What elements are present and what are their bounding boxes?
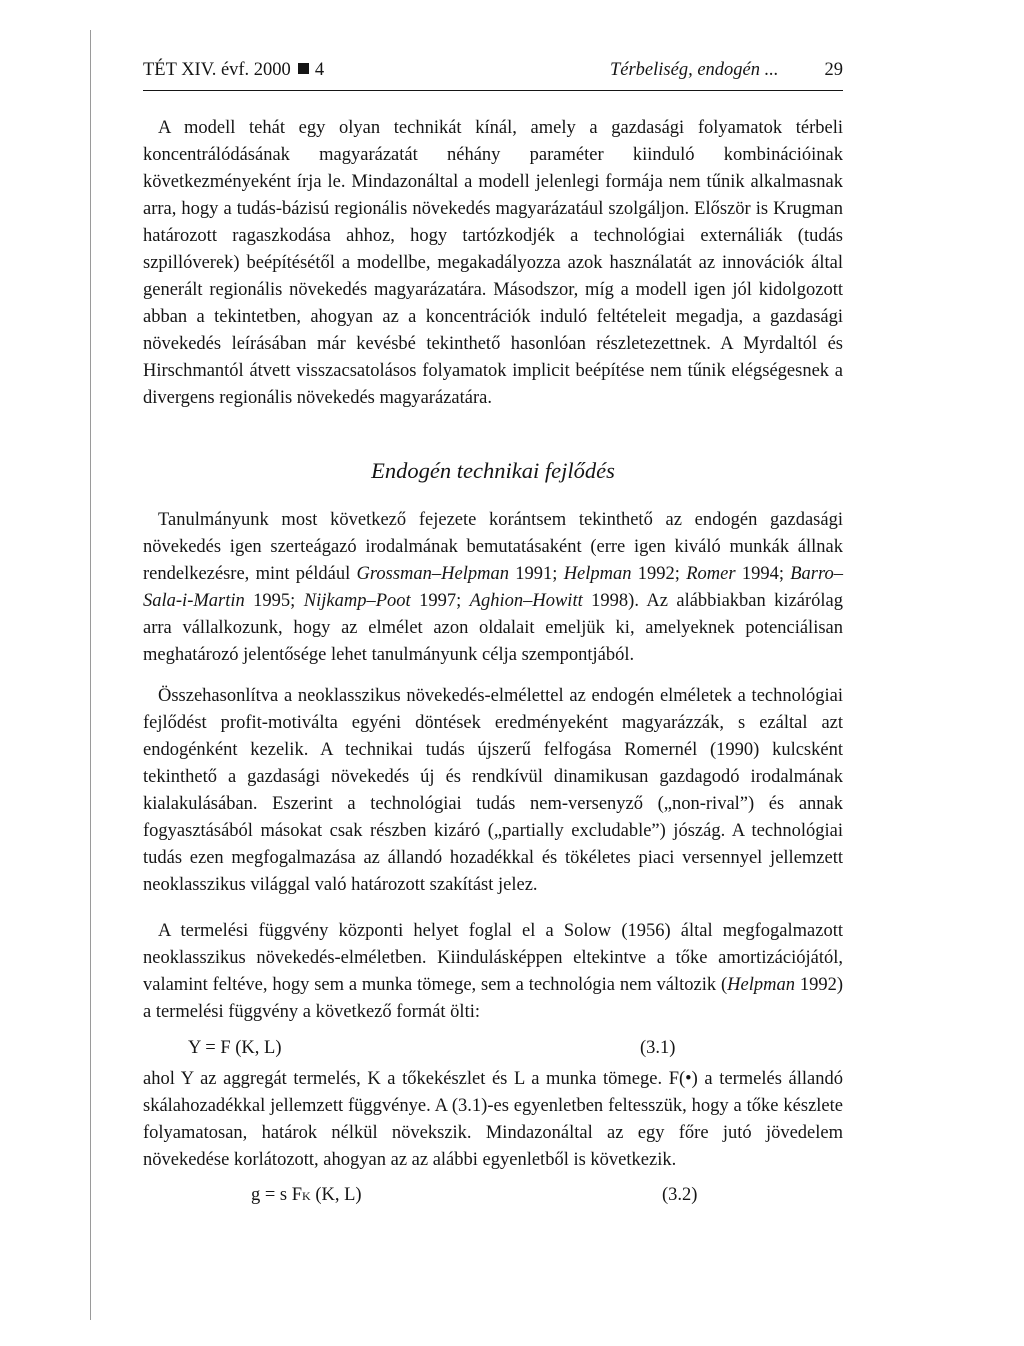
- equation-subscript: K: [302, 1189, 311, 1203]
- equation: [143, 1038, 843, 1066]
- citation-author: Helpman: [563, 564, 632, 584]
- square-bullet-icon: [298, 63, 309, 74]
- equation: [143, 1185, 843, 1213]
- text-run: Összehasonlítva a neoklasszikus növekedés-elmélettel az endogén elméletek a technológiai fejlődést profit-motiválta egyéni döntések eredményeként magyarázzák, s ezáltal azt endogénként kezelik. A technikai tudás újszerű felfogása Romernél (1990) kulcsként tekinthető a gazdasági növekedés új és rendkívül dinamikusan gazdagodó irodalmának kialakulásában. Eszerint a technológiai tudás nem-versenyző („non-rival”) és annak fogyasztásából másokat csak részben kizáró („partially excludable”) jószág. A technológiai tudás ezen megfogalmazása az állandó hozadékkal és tökéletes piaci versennyel jellemzett neoklasszikus világgal való határozott szakítást jelez.: [143, 686, 843, 895]
- paragraph: [143, 683, 843, 899]
- page-number: 29: [824, 60, 843, 80]
- text-run: A termelési függvény központi helyet foglal el a Solow (1956) által megfogalmazott neoklasszikus növekedés-elméletben. Kiindulásképpen eltekintve a tőke amortizációjától, valamint feltéve, hogy sem a munka tömege, sem a technológia nem változik (: [143, 921, 843, 995]
- paragraph: [143, 918, 843, 1026]
- header-right: [610, 60, 843, 81]
- equation-number: (3.2): [662, 1185, 698, 1205]
- text-run: ahol Y az aggregát termelés, K a tőkekészlet és L a munka tömege. F(•) a termelés állandó skálahozadékkal jellemzett függvénye. A (3.1)-es egyenletben feltesszük, hogy a tőke készlete folyamatosan, határok nélkül növekszik. Mindazonáltal az egy főre jutó jövedelem növekedése korlátozott, ahogyan az az alábbi egyenletből is következik.: [143, 1069, 843, 1170]
- section-heading: Endogén technikai fejlődés: [371, 458, 615, 483]
- paragraph: [143, 507, 843, 669]
- running-title: Térbeliség, endogén ...: [609, 60, 779, 80]
- citation-author: Helpman: [727, 975, 795, 995]
- paragraph: [143, 115, 843, 412]
- text-run: Tanulmányunk most következő fejezete korántsem tekinthető az endogén gazdasági növekedés igen szerteágazó irodalmának bemutatásaként (erre igen kiváló munkák állnak rendelkezésre, mint például: [143, 510, 843, 584]
- equation-lhs: g = s F: [251, 1185, 303, 1205]
- margin-rule: [90, 30, 91, 1320]
- citation-author: Nijkamp–Poot: [303, 591, 411, 611]
- equation-number: (3.1): [640, 1038, 676, 1058]
- issue-number: 4: [314, 60, 325, 80]
- text-run: 1998). Az alábbiakban kizárólag arra vállalkozunk, hogy az elmélet azon oldalait emeljük ki, amelyeknek potenciálisan meghatározó jelentősége lehet tanulmányunk célja szempontjából.: [143, 591, 844, 665]
- citation-author: Grossman–Helpman: [356, 564, 509, 584]
- text-run: 1992;: [631, 564, 687, 584]
- text-run: 1992) a termelési függvény a következő formát ölti:: [143, 975, 843, 1022]
- equation-expression: [251, 1185, 362, 1206]
- citation-author: Romer: [686, 564, 736, 584]
- text-run: 1991;: [508, 564, 564, 584]
- paragraph: [143, 1066, 843, 1174]
- citation-author: Barro–Sala-i-Martin: [143, 564, 844, 611]
- text-run: 1994;: [735, 564, 791, 584]
- journal-name: TÉT XIV. évf. 2000: [143, 60, 291, 80]
- equation-expression: Y = F (K, L): [188, 1038, 282, 1058]
- text-run: 1995;: [244, 591, 304, 611]
- text-run: A modell tehát egy olyan technikát kínál, amely a gazdasági folyamatok térbeli koncentrálódásának magyarázatát néhány paraméter kiinduló kombinációinak következményeként írja le. Mindazonáltal a modell jelenlegi formája nem tűnik alkalmasnak arra, hogy a tudás-bázisú regionális növekedés magyarázatául szolgáljon. Először is Krugman határozott ragaszkodása ahhoz, hogy tartózkodjék a technológiai externáliák (tudás szpillóverek) beépítésétől a modellbe, megakadályozza azok használatát az innovációk által generált regionális növekedés magyarázatára. Másodszor, míg a modell igen jól kidolgozott abban a tekintetben, ahogyan az a koncentrációk induló feltételeit megadja, a gazdasági növekedés leírásában már kevésbé tekinthető hasonlóan részletezettnek. A Myrdaltól és Hirschmantól átvett visszacsatolásos folyamatok implicit beépítése nem tűnik elégségesnek a divergens regionális növekedés magyarázatára.: [143, 118, 843, 408]
- running-header: [143, 60, 843, 90]
- citation-author: Aghion–Howitt: [469, 591, 583, 611]
- equation-rhs: (K, L): [310, 1185, 362, 1205]
- text-run: 1997;: [410, 591, 470, 611]
- journal-issue: [143, 60, 324, 81]
- header-rule: [143, 90, 843, 91]
